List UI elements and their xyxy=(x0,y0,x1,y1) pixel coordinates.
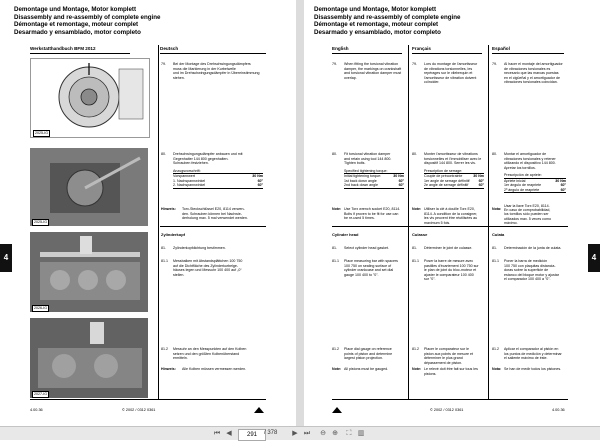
photo-placeholder xyxy=(30,148,148,226)
text-line: vibraciones torsionales coincidan. xyxy=(504,80,558,84)
es-step-81-2 xyxy=(504,347,562,361)
damper-drawing xyxy=(31,59,149,137)
text-line: el saliente máximo de éste. xyxy=(504,356,548,360)
text-line: de vibrations torsionnelles, les xyxy=(424,66,473,71)
photo-placeholder xyxy=(30,232,148,312)
illustration-damper xyxy=(30,58,150,138)
first-page-icon[interactable]: ⏮ xyxy=(213,430,221,437)
text-line: cylinder crankcase and set dial xyxy=(344,268,394,272)
torque-row-label: 2º ángulo de reapriete xyxy=(504,187,540,192)
torque-row-label: 2. Nachspannwinkel xyxy=(173,183,206,187)
es-note-2: Se han de medir todos los pistones. xyxy=(504,367,562,371)
step-number: 79. xyxy=(492,62,497,66)
es-step-79 xyxy=(504,62,563,85)
text-line: Apretar los tornillos. xyxy=(504,165,536,170)
step-80-text xyxy=(173,152,263,189)
text-line: overlap. xyxy=(344,75,357,80)
en-note-2: All pistons must be gauged. xyxy=(344,367,389,371)
chapter-tab-right: 4 xyxy=(588,244,600,272)
text-line: und im Drehschwingungsdämpfer in Übereinstimmung xyxy=(173,71,260,75)
text-line: Bolts if proven to be fit for use can xyxy=(344,211,399,216)
step-81-1-text xyxy=(173,259,242,277)
text-line: and torsional vibration damper must xyxy=(344,71,402,75)
text-line: Torx-Steckschlüssel E20, 8114 verwen- xyxy=(182,207,245,211)
step-79-text xyxy=(173,62,260,80)
en-step-79 xyxy=(344,62,401,80)
torque-row-value: 60° xyxy=(398,183,404,187)
step-81-2-text xyxy=(173,347,246,361)
text-line: pastilles d'écartement 100 750 sur xyxy=(424,263,479,268)
text-line: déterminer le plus grand xyxy=(424,356,463,360)
text-line: maximum 5 fois. xyxy=(424,220,451,225)
text-line: dépassement de piston. xyxy=(424,360,463,365)
note-label: Note: xyxy=(412,207,422,211)
note-label: Nota: xyxy=(492,207,502,211)
section-title: Zylinderkopf xyxy=(161,232,186,237)
step-number: 81.2 xyxy=(332,347,339,351)
section-rule xyxy=(160,226,266,227)
footer-rule xyxy=(30,399,266,400)
text-line: En caso de comprobabilidad, xyxy=(504,208,551,213)
step-number: 79. xyxy=(412,62,417,66)
zoom-in-icon[interactable]: ⊕ xyxy=(332,430,338,437)
text-line: häuses legen und Messuhr 100 400 auf „0“ xyxy=(173,268,242,272)
text-line: stehen. xyxy=(173,75,185,80)
section-title: Culasse xyxy=(412,232,428,237)
text-line: Gegenhalter 144 800 gegenhalten. xyxy=(173,156,229,161)
torque-row-label: 2nd back down angle xyxy=(344,183,378,187)
text-line: coïncider. xyxy=(424,80,440,84)
column-divider xyxy=(488,45,489,399)
fr-note-2: Le relevé doit être fait sur tous les pistons. xyxy=(424,367,478,376)
step-number: 81.1 xyxy=(492,259,499,263)
text-line: Utiliser la clé à douille Torx E20, xyxy=(424,207,475,211)
text-line: When fitting the torsional vibration xyxy=(344,62,399,66)
text-line: repérages sur le vilebrequin et xyxy=(424,71,473,75)
torque-row xyxy=(173,183,263,189)
text-line: Place dial gauge on reference xyxy=(344,347,392,351)
lang-header-de: Deutsch xyxy=(160,45,266,54)
text-line: de vibraciones torsionales es xyxy=(504,66,551,71)
torque-row-label: 1er angle de serrage définitif xyxy=(424,178,470,183)
text-line: be re-used 5 times. xyxy=(344,216,375,220)
text-line: estanco del bloque motor y ajustar xyxy=(504,272,559,277)
header-line-fr: Démontage et remontage, moteur complet xyxy=(314,21,439,29)
copyright: © 2002 / 0312 0361 xyxy=(430,408,464,412)
fit-page-icon[interactable]: ⛶ xyxy=(346,430,352,437)
page-number: 4.00.36 xyxy=(30,408,43,412)
text-line: vibraciones torsionales y retener xyxy=(504,156,556,161)
es-step-81-1 xyxy=(504,259,559,282)
step-number: 80. xyxy=(412,152,417,156)
note-label: Note: xyxy=(332,207,342,211)
torque-row-label: Couple de précontrainte xyxy=(424,174,463,178)
header-line-en: Disassembly and re-assembly of complete engine xyxy=(14,13,161,21)
note-2-text: Alle Kolben müssen vermessen werden. xyxy=(182,367,247,371)
note-1-text xyxy=(182,207,248,221)
step-number: 81.2 xyxy=(412,347,419,351)
text-line: den. Schrauben können bei Nachwie- xyxy=(182,211,242,216)
step-number: 81. xyxy=(332,246,337,250)
fr-step-81-1 xyxy=(424,259,479,282)
lang-header-fr: Français xyxy=(412,45,482,54)
torque-row-value: 60° xyxy=(560,183,566,187)
fr-step-79 xyxy=(424,62,477,85)
torque-row-value: 30 Nm xyxy=(555,178,566,183)
text-line: Messuhr an den Messpunkten auf den Kolben xyxy=(173,347,247,351)
text-line: en el cigüeñal y el amortiguador de xyxy=(504,75,560,80)
text-line: sur "0". xyxy=(424,277,436,281)
note-label: Nota: xyxy=(492,367,502,371)
torque-row-value: 60° xyxy=(257,178,263,183)
torque-row-value: 30 Nm xyxy=(252,174,263,178)
en-step-81: Select cylinder head gasket. xyxy=(344,246,389,250)
fr-step-81: Déterminer le joint de culasse. xyxy=(424,246,473,250)
text-line: los puntos de medición y determinar xyxy=(504,351,562,356)
header-line-de: Demontage und Montage, Motor komplett xyxy=(314,6,437,13)
text-line: and retain using tool 144 800. xyxy=(344,156,392,161)
header-line-en: Disassembly and re-assembly of complete engine xyxy=(314,13,461,21)
fr-note-1 xyxy=(424,207,477,225)
text-line: damper, the markings on crankshaft xyxy=(344,66,402,71)
text-line: Lors du montage de l'amortisseur xyxy=(424,62,478,66)
text-line: Montar el amortiguador de xyxy=(504,152,547,156)
torque-row-label: Initial tightening torque: xyxy=(344,174,382,178)
text-line: l'amortisseur de vibration doivent xyxy=(424,75,477,80)
torque-row-label: 1er ángulo de reapriete xyxy=(504,183,542,187)
left-page xyxy=(0,0,296,426)
photo-placeholder xyxy=(30,318,148,398)
torque-row xyxy=(504,188,566,194)
step-number: 80. xyxy=(332,152,337,156)
torque-row-value: 60° xyxy=(560,187,566,192)
text-line: muss die Markierung in der Kurbelwelle xyxy=(173,66,236,71)
torque-row xyxy=(424,183,484,189)
page-number: 4.00.36 xyxy=(552,408,565,412)
text-line: Schrauben festziehen. xyxy=(173,161,209,165)
torque-spec-label: Specified tightening torque: xyxy=(344,169,404,175)
text-line: utilizando el dispositivo 144 800. xyxy=(504,161,556,165)
text-line: stellen. xyxy=(173,272,185,277)
note-label: Hinweis: xyxy=(161,367,176,371)
page-number-input[interactable] xyxy=(238,429,266,441)
text-line: 8114. A condition de la consigner, xyxy=(424,211,478,216)
text-line: le plan de joint du bloc-moteur et xyxy=(424,268,477,272)
step-number: 81.1 xyxy=(161,259,168,263)
text-line: Messbalken mit Abstandsplättchen 100 750 xyxy=(173,259,243,263)
torque-spec-label: Prescripción de apriete: xyxy=(504,173,566,179)
text-line: Poner la barra de medición xyxy=(504,259,548,263)
step-number: 81. xyxy=(161,246,166,250)
step-number: 81.2 xyxy=(492,347,499,351)
text-line: Usar la llave Torx E20, 8114. xyxy=(504,204,550,208)
text-line: ajuster le comparateur 100 400 xyxy=(424,272,474,277)
text-line: points of piston and determine xyxy=(344,351,393,356)
torque-row-value: 60° xyxy=(257,183,263,187)
text-line: el comparador 100 400 a "0". xyxy=(504,277,551,281)
text-line: setzen und den größten Kolbenüberstand xyxy=(173,351,240,356)
footer-rule xyxy=(332,399,568,400)
step-number: 81.1 xyxy=(412,259,419,263)
text-line: utilizados max. 5 veces como xyxy=(504,216,551,221)
torque-row-label: Apriete inicial xyxy=(504,178,526,183)
photo-measuring-bar xyxy=(30,232,148,312)
torque-spec-label: Prescription de serrage: xyxy=(424,169,484,175)
torque-row-value: 30 Nm xyxy=(393,174,404,178)
text-line: Use Torx wrench socket E20, 8114. xyxy=(344,207,401,211)
deutz-logo-icon xyxy=(254,407,264,413)
section-title: Culata xyxy=(492,232,505,237)
torque-row-value: 60° xyxy=(398,178,404,183)
text-line: los tornillos sólo pueden ser xyxy=(504,212,549,217)
torque-row-label: 2e angle de serrage définitif xyxy=(424,183,469,187)
torque-row-value: 60° xyxy=(478,178,484,183)
text-line: Al hacer el montaje del amortiguador xyxy=(504,62,563,66)
en-step-81-1 xyxy=(344,259,398,277)
photo-piston-projection xyxy=(30,318,148,398)
torque-row-label: Vorspannwert xyxy=(173,174,195,178)
header-line-es: Desarmado y ensamblado, motor completo xyxy=(314,28,441,36)
es-step-81: Determinación de la junta de culata. xyxy=(504,246,562,250)
text-line: Place measuring bar with spacers xyxy=(344,259,398,263)
text-line: largest piston projection. xyxy=(344,356,383,360)
image-code: 2025-IG xyxy=(34,220,47,224)
text-line: Fit torsional vibration damper xyxy=(344,152,391,156)
text-line: Drehschwingungsdämpfer anbauen und mit xyxy=(173,152,243,156)
text-line: dispositif 144 800. Serrer les vis. xyxy=(424,161,476,165)
en-step-81-2 xyxy=(344,347,392,361)
chapter-tab-left: 4 xyxy=(0,244,12,272)
lang-header-es: Español xyxy=(492,45,564,54)
text-line: auf die Dichtfläche des Zylinderkurbelge- xyxy=(173,263,239,268)
image-code: 2027-IG xyxy=(34,392,47,396)
text-line: doras sobre la superficie de xyxy=(504,268,549,272)
step-number: 80. xyxy=(492,152,497,156)
text-line: gauge 100 400 to "0". xyxy=(344,272,379,277)
viewer-toolbar xyxy=(0,426,600,440)
text-line: Tighten bolts. xyxy=(344,161,366,165)
image-code: 2025-IG xyxy=(35,131,48,135)
text-line: Aplicar el comparador al pistón en xyxy=(504,347,559,351)
section-rule xyxy=(332,226,568,227)
es-step-80 xyxy=(504,152,566,193)
copyright: © 2002 / 0312 0361 xyxy=(122,408,156,412)
step-number: 81. xyxy=(492,246,497,250)
page-total: / 378 xyxy=(264,430,278,436)
manual-title: Werkstatthandbuch BFM 2012 xyxy=(30,45,130,54)
note-label: Note: xyxy=(412,367,422,371)
text-line: torsionnelles et l'immobiliser avec le xyxy=(424,156,482,161)
es-note-1 xyxy=(504,204,551,225)
text-line: piston aux points de mesure et xyxy=(424,351,473,356)
last-page-icon[interactable]: ⏭ xyxy=(303,430,311,437)
en-note-1 xyxy=(344,207,400,221)
text-line: 100 750 con plaquitas distancia- xyxy=(504,263,556,268)
page-header xyxy=(14,6,161,36)
text-line: 100 750 on sealing surface of xyxy=(344,263,392,268)
text-line: Placer le comparateur sur le xyxy=(424,347,469,351)
lang-header-en: English xyxy=(332,45,402,54)
text-line: ermitteln. xyxy=(173,356,188,360)
step-number: 79. xyxy=(161,62,166,66)
header-line-de: Demontage und Montage, Motor komplett xyxy=(14,6,137,13)
text-line: Bei der Montage des Drehschwingungsdämpfers xyxy=(173,62,251,66)
two-page-view-icon[interactable]: ▥ xyxy=(357,430,365,437)
torque-spec-label: Anzugsvorschrift: xyxy=(173,169,263,175)
text-line: derholung max. 5 mal verwendet werden. xyxy=(182,216,248,220)
torque-row xyxy=(344,183,404,189)
page-gutter xyxy=(296,0,304,426)
step-81-text: Zylinderkopfdichtung bestimmen. xyxy=(173,246,226,250)
torque-row-value: 30 Nm xyxy=(473,174,484,178)
en-step-80 xyxy=(344,152,404,189)
text-line: Monter l'amortisseur de vibrations xyxy=(424,152,478,156)
column-divider xyxy=(158,45,159,399)
image-code: 2026-IG xyxy=(34,306,47,310)
torque-row-value: 60° xyxy=(478,183,484,187)
step-number: 79. xyxy=(332,62,337,66)
text-line: necesario que las marcas puestas xyxy=(504,71,559,75)
page-header xyxy=(314,6,461,36)
prev-page-icon[interactable]: ◀ xyxy=(226,430,232,437)
header-line-fr: Démontage et remontage, moteur complet xyxy=(14,21,139,29)
text-line: les vis peuvent être réutilisées au xyxy=(424,216,478,220)
fr-step-81-2 xyxy=(424,347,473,365)
step-number: 81.1 xyxy=(332,259,339,263)
column-divider xyxy=(408,45,409,399)
step-number: 81. xyxy=(412,246,417,250)
text-line: máximo. xyxy=(504,220,518,225)
step-number: 81.2 xyxy=(161,347,168,351)
deutz-logo-icon xyxy=(332,407,342,413)
zoom-out-icon[interactable]: ⊖ xyxy=(320,430,326,437)
note-label: Note: xyxy=(332,367,342,371)
photo-damper-tightening xyxy=(30,148,148,226)
torque-row-label: 1st back down angle xyxy=(344,178,377,183)
header-line-es: Desarmado y ensamblado, motor completo xyxy=(14,28,141,36)
next-page-icon[interactable]: ▶ xyxy=(292,430,298,437)
torque-row-label: 1. Nachspannwinkel xyxy=(173,178,206,183)
fr-step-80 xyxy=(424,152,484,189)
right-page xyxy=(304,0,600,426)
text-line: Poser la barre de mesure avec xyxy=(424,259,474,263)
step-number: 80. xyxy=(161,152,166,156)
note-label: Hinweis: xyxy=(161,207,176,211)
section-title: Cylinder head xyxy=(332,232,359,237)
